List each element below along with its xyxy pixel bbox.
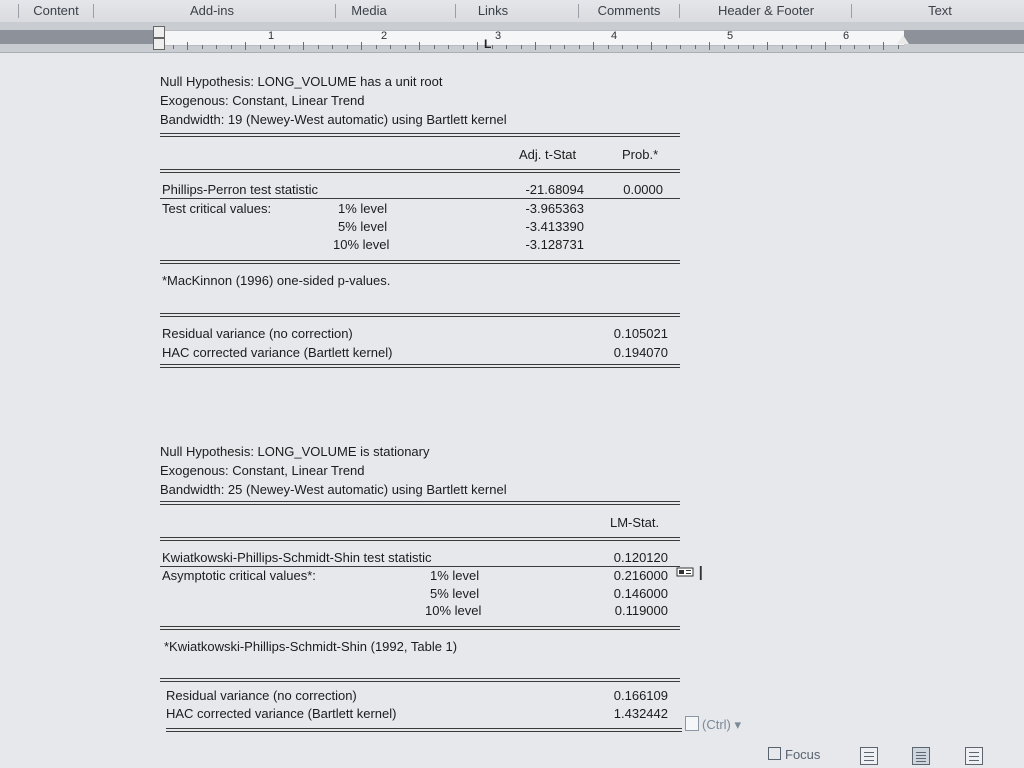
null-hypothesis-line: Null Hypothesis: LONG_VOLUME has a unit root bbox=[160, 74, 443, 89]
exogenous-line: Exogenous: Constant, Linear Trend bbox=[160, 93, 365, 108]
ruler-tick bbox=[695, 45, 696, 49]
ruler-tick bbox=[608, 45, 609, 49]
ruler-tick bbox=[579, 45, 580, 49]
ruler-tick bbox=[550, 45, 551, 49]
ruler-tick bbox=[463, 45, 464, 49]
ruler-tick bbox=[173, 45, 174, 49]
level-label: 1% level bbox=[338, 201, 388, 216]
ruler-tick bbox=[535, 42, 536, 50]
ruler-tick bbox=[361, 42, 362, 50]
level-label: 1% level bbox=[430, 568, 480, 583]
table-rule bbox=[160, 626, 680, 630]
tab-text[interactable]: Text bbox=[928, 3, 952, 18]
residual-variance-label: Residual variance (no correction) bbox=[166, 688, 357, 703]
ruler-tick bbox=[651, 42, 652, 50]
status-bar bbox=[760, 744, 1024, 768]
critical-value: 0.146000 bbox=[613, 586, 668, 601]
first-line-indent-marker[interactable] bbox=[153, 26, 165, 38]
hac-variance-value: 0.194070 bbox=[613, 345, 668, 360]
ribbon-tab-bar bbox=[0, 0, 1024, 23]
tab-add-ins[interactable]: Add-ins bbox=[189, 3, 235, 18]
ruler-tick bbox=[825, 42, 826, 50]
exogenous-line: Exogenous: Constant, Linear Trend bbox=[160, 463, 365, 478]
table-rule bbox=[160, 313, 680, 317]
ruler-tick bbox=[898, 45, 899, 49]
ruler-number: 6 bbox=[843, 30, 850, 42]
tab-header-footer[interactable]: Header & Footer bbox=[717, 3, 815, 18]
ruler-tick bbox=[492, 45, 493, 49]
critical-values-label: Asymptotic critical values*: bbox=[162, 568, 316, 583]
table-rule bbox=[160, 198, 680, 199]
text-cursor-icon: I bbox=[698, 563, 704, 585]
ruler-tick bbox=[405, 45, 406, 49]
menu-separator bbox=[578, 4, 579, 18]
ruler-tick bbox=[231, 45, 232, 49]
ruler-tick bbox=[753, 45, 754, 49]
ruler-tick bbox=[506, 45, 507, 49]
table-rule bbox=[166, 728, 682, 732]
ruler-tick bbox=[303, 42, 304, 50]
col-header-adj-t-stat: Adj. t-Stat bbox=[519, 147, 577, 162]
ruler-tick bbox=[434, 45, 435, 49]
table-rule bbox=[160, 364, 680, 368]
ruler-tick bbox=[448, 45, 449, 49]
level-label: 10% level bbox=[333, 237, 390, 252]
col-header-prob: Prob.* bbox=[622, 147, 659, 162]
ruler-tick bbox=[332, 45, 333, 49]
level-label: 5% level bbox=[430, 586, 480, 601]
ruler-tick bbox=[680, 45, 681, 49]
ruler-tick bbox=[767, 42, 768, 50]
web-layout-button[interactable] bbox=[965, 747, 983, 765]
hac-variance-value: 1.432442 bbox=[613, 706, 668, 721]
critical-value: -3.965363 bbox=[525, 201, 584, 216]
test-statistic-value: -21.68094 bbox=[525, 182, 584, 197]
level-label: 10% level bbox=[425, 603, 482, 618]
ruler-tick bbox=[840, 45, 841, 49]
focus-label: Focus bbox=[785, 747, 821, 762]
ruler-right-margin bbox=[904, 30, 1024, 44]
test-statistic-value: 0.120120 bbox=[613, 550, 668, 565]
critical-value: 0.216000 bbox=[613, 568, 668, 583]
hac-variance-label: HAC corrected variance (Bartlett kernel) bbox=[162, 345, 393, 360]
paste-options-label: (Ctrl) ▾ bbox=[702, 717, 742, 732]
critical-value: -3.128731 bbox=[525, 237, 584, 252]
ruler-tick bbox=[202, 45, 203, 49]
footnote: *MacKinnon (1996) one-sided p-values. bbox=[162, 273, 391, 288]
test2-header bbox=[160, 442, 507, 499]
tab-links[interactable]: Links bbox=[477, 3, 509, 18]
ruler-left-margin bbox=[0, 30, 158, 44]
ruler-tick bbox=[622, 45, 623, 49]
ruler-number: 1 bbox=[268, 30, 275, 42]
focus-mode-button[interactable] bbox=[768, 747, 820, 762]
left-indent-marker[interactable] bbox=[153, 38, 165, 50]
menu-separator bbox=[93, 4, 94, 18]
table-rule bbox=[160, 537, 680, 541]
ruler-tick bbox=[724, 45, 725, 49]
residual-variance-value: 0.105021 bbox=[613, 326, 668, 341]
ruler-tick bbox=[318, 45, 319, 49]
table-rule bbox=[160, 133, 680, 137]
tab-comments[interactable]: Comments bbox=[597, 3, 661, 18]
residual-variance-value: 0.166109 bbox=[613, 688, 668, 703]
ruler-tick bbox=[289, 45, 290, 49]
test-statistic-label: Phillips-Perron test statistic bbox=[162, 182, 319, 197]
read-mode-button[interactable] bbox=[860, 747, 878, 765]
ruler-tick bbox=[883, 42, 884, 50]
hac-variance-label: HAC corrected variance (Bartlett kernel) bbox=[166, 706, 397, 721]
table-rule bbox=[160, 169, 680, 173]
level-label: 5% level bbox=[338, 219, 388, 234]
menu-separator bbox=[18, 4, 19, 18]
ruler-tick bbox=[854, 45, 855, 49]
residual-variance-label: Residual variance (no correction) bbox=[162, 326, 353, 341]
ruler-number: 2 bbox=[381, 30, 388, 42]
focus-icon bbox=[768, 747, 781, 760]
test-statistic-prob: 0.0000 bbox=[623, 182, 663, 197]
ruler-tick bbox=[477, 42, 478, 50]
ruler-tick bbox=[564, 45, 565, 49]
ruler-tick bbox=[260, 45, 261, 49]
ruler-tick bbox=[187, 42, 188, 50]
horizontal-ruler[interactable] bbox=[0, 22, 1024, 53]
clipboard-icon bbox=[685, 716, 699, 731]
menu-separator bbox=[851, 4, 852, 18]
tab-content[interactable]: Content bbox=[33, 3, 79, 18]
ruler-tick bbox=[419, 42, 420, 50]
test-statistic-label: Kwiatkowski-Phillips-Schmidt-Shin test statistic bbox=[162, 550, 432, 565]
ruler-tick bbox=[782, 45, 783, 49]
menu-separator bbox=[455, 4, 456, 18]
ruler-number: 4 bbox=[611, 30, 618, 42]
ruler-tick bbox=[637, 45, 638, 49]
ruler-tick bbox=[709, 42, 710, 50]
bandwidth-line: Bandwidth: 19 (Newey-West automatic) using Bartlett kernel bbox=[160, 112, 507, 127]
ruler-tick bbox=[811, 45, 812, 49]
table-rule bbox=[160, 501, 680, 505]
ruler-number: 5 bbox=[727, 30, 734, 42]
ruler-tick bbox=[666, 45, 667, 49]
document-page[interactable] bbox=[0, 53, 1024, 768]
critical-value: 0.119000 bbox=[614, 603, 668, 618]
critical-values-label: Test critical values: bbox=[162, 201, 272, 216]
bandwidth-line: Bandwidth: 25 (Newey-West automatic) using Bartlett kernel bbox=[160, 482, 507, 497]
table-cell-marker-icon bbox=[676, 567, 694, 577]
footnote: *Kwiatkowski-Phillips-Schmidt-Shin (1992, Table 1) bbox=[164, 639, 458, 654]
table-rule bbox=[160, 678, 680, 682]
ruler-tick bbox=[390, 45, 391, 49]
ruler-tick bbox=[245, 42, 246, 50]
right-indent-marker[interactable] bbox=[897, 35, 909, 44]
ruler-number: 3 bbox=[495, 30, 502, 42]
menu-separator bbox=[335, 4, 336, 18]
ruler-tick bbox=[796, 45, 797, 49]
menu-separator bbox=[679, 4, 680, 18]
critical-value: -3.413390 bbox=[525, 219, 584, 234]
ruler-tick bbox=[274, 45, 275, 49]
ruler-tick bbox=[216, 45, 217, 49]
table-rule bbox=[160, 566, 680, 567]
ruler-tick bbox=[869, 45, 870, 49]
test1-header bbox=[160, 72, 507, 129]
ruler-tick bbox=[521, 45, 522, 49]
print-layout-button[interactable] bbox=[912, 747, 930, 765]
tab-stop-icon[interactable]: L bbox=[484, 37, 492, 51]
col-header-lm-stat: LM-Stat. bbox=[610, 515, 660, 530]
paste-options-button[interactable] bbox=[685, 716, 741, 736]
ruler-tick bbox=[738, 45, 739, 49]
ruler-tick bbox=[593, 42, 594, 50]
tab-media[interactable]: Media bbox=[351, 3, 387, 18]
ruler-tick bbox=[347, 45, 348, 49]
table-rule bbox=[160, 260, 680, 264]
null-hypothesis-line: Null Hypothesis: LONG_VOLUME is stationary bbox=[160, 444, 430, 459]
ruler-tick bbox=[376, 45, 377, 49]
